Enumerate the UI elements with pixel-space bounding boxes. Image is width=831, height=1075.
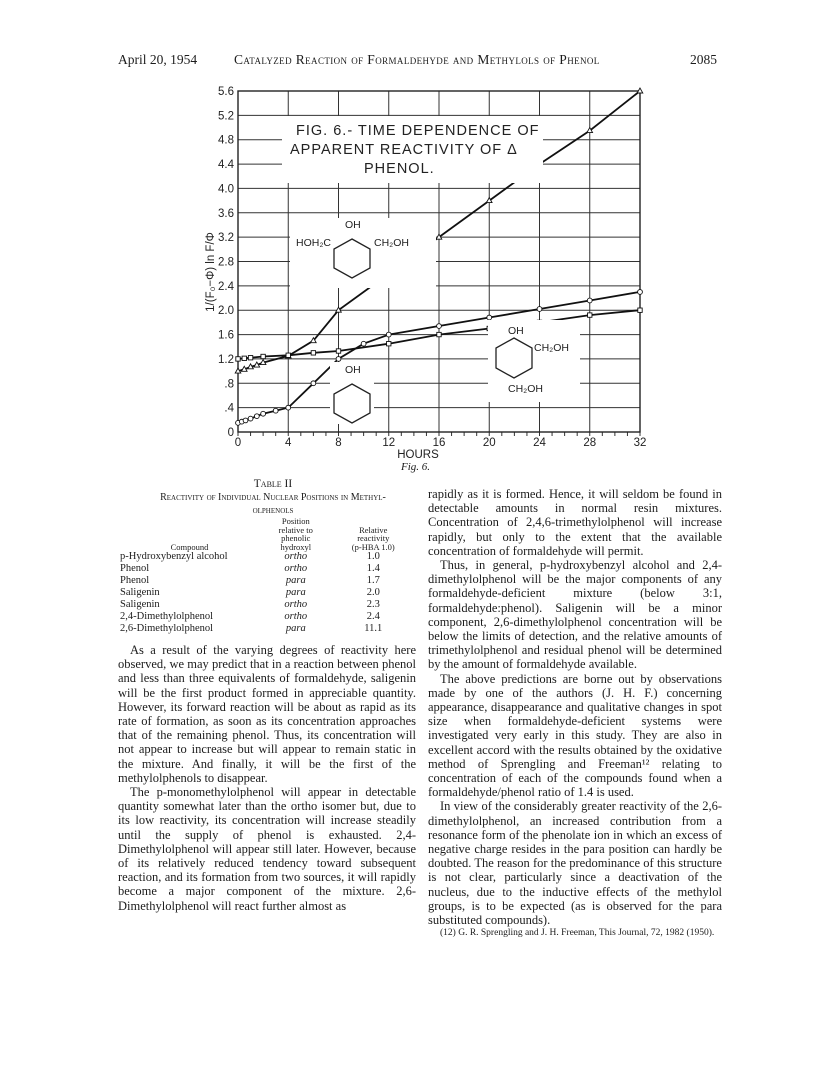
data-point-circle [336,357,341,362]
col-position-line-1: Position [281,516,310,526]
col-reactivity-line-2: reactivity [357,533,390,543]
data-point-circle [248,416,253,421]
figure-title-line-3: PHENOL. [364,161,435,177]
y-tick-label: 4.8 [218,134,234,147]
x-tick-label: 24 [533,437,546,449]
x-tick-label: 28 [583,437,597,449]
table-row [118,611,416,623]
y-tick-label: 3.2 [218,232,234,245]
y-axis-label-text: 1/(F₀−Φ) ln F/Φ [205,232,217,312]
data-point-circle [361,341,366,346]
data-point-square [311,351,315,355]
data-point-square [236,357,240,361]
x-tick-label: 4 [285,437,292,449]
x-tick-label: 16 [432,437,446,449]
table-subtitle-2: olphenols [252,505,294,516]
cell-position: ortho [284,611,308,622]
data-point-square [588,313,592,317]
y-tick-label: 4.4 [218,159,234,172]
y-tick-label: 2.0 [218,305,234,318]
structure-2-bottom-sub: CH₂OH [508,383,543,395]
table-row [118,587,416,599]
cell-reactivity: 1.4 [366,563,380,574]
y-tick-label: .4 [224,402,234,415]
cell-reactivity: 11.1 [364,623,383,634]
cell-compound: p-Hydroxybenzyl alcohol [120,551,228,562]
data-point-circle [386,332,391,337]
x-tick-label: 20 [482,437,496,449]
structure-3-oh: OH [345,364,361,376]
figure-6-chart [0,0,831,470]
x-tick-label: 12 [382,437,396,449]
cell-compound: 2,6-Dimethylolphenol [120,623,214,634]
cell-compound: Phenol [120,575,150,586]
right-paragraph-3: The above predictions are borne out by observations made by one of the authors (J. H. F.) concerning appearance, disappearance and qualitative changes in spot size when formaldehyde-deficient systems were investigated very early in this study. They are also in excellent accord with the results obtained by the oxidative method of Sprengling and Freeman¹² relating to concentration of each of the compounds found when a formaldehyde/phenol ratio of 1.4 is used. [428,671,722,800]
x-tick-label: 0 [234,437,242,449]
table-row [118,599,416,611]
col-position-line-4: hydroxyl [280,541,312,552]
cell-compound: 2,4-Dimethylolphenol [120,611,214,622]
data-point-circle [254,414,259,419]
page-number: 2085 [690,52,717,67]
table-row [118,575,416,587]
cell-position: para [285,587,306,598]
table-row [118,551,416,563]
cell-position: ortho [284,599,308,610]
running-header-title: Catalyzed Reaction of Formaldehyde and Methylols of Phenol [234,52,600,67]
y-tick-label: 1.2 [218,353,234,366]
cell-compound: Saligenin [120,599,160,610]
y-tick-label: 5.6 [218,86,234,98]
figure-title-line-2: APPARENT REACTIVITY OF Δ [290,142,518,158]
y-tick-label: 2.4 [218,280,234,293]
y-tick-label: 4.0 [218,183,234,196]
data-point-square [387,342,391,346]
cell-position: ortho [284,551,308,562]
data-point-circle [243,418,248,423]
y-tick-label: 1.6 [218,329,234,342]
data-point-square [242,356,246,360]
col-reactivity-line-1: Relative [359,524,388,535]
y-tick-label: .8 [224,378,234,391]
y-tick-label: 0 [227,427,234,439]
data-point-square [437,332,441,336]
structure-1-right-sub: CH₂OH [374,237,409,249]
col-reactivity [331,517,416,551]
col-position-line-3: phenolic [281,533,311,543]
cell-reactivity: 2.0 [366,587,380,598]
figure-title-line-1: FIG. 6.- TIME DEPENDENCE OF [296,123,540,139]
data-point-circle [537,307,542,312]
cell-position: ortho [284,563,308,574]
col-position-line-2: relative to [278,524,313,535]
right-paragraph-2: Thus, in general, p-hydroxybenzyl alcohol and 2,4-dimethylolphenol will be the major components of any formaldehyde-deficient mixture (below 3:1, formaldehyde:phenol). Saligenin will be a minor component, 2,6-dimethylolphenol concentration will be below the limits of detection, and the relative amounts of trimethylolphenol and residual phenol will be determined by the amount of formaldehyde available. [428,558,722,672]
data-point-circle [487,315,492,320]
data-point-square [336,349,340,353]
y-tick-label: 5.2 [218,110,234,123]
left-paragraph-2: The p-monomethylolphenol will appear in detectable quantity somewhat later than the ortho isomer but, due to its low reactivity, its concentration will increase steadily until the supply of phenol is exhausted. 2,4-Dimethylolphenol will appear still later. However, because of its relatively reduced tendency toward subsequent reaction, and its formation from two sources, it will rapidly become a major component of the mixture. 2,6-Dimethylolphenol will react further almost as [118,785,416,913]
figure-title-box [282,116,543,183]
data-point-circle [273,408,278,413]
data-point-circle [261,411,266,416]
cell-reactivity: 1.0 [366,551,380,562]
figure-caption: Fig. 6. [400,461,431,473]
left-column [118,478,416,913]
table-row [118,563,416,575]
table-subtitle: Reactivity of Individual Nuclear Positions in Methyl- [160,492,386,503]
data-point-circle [437,324,442,329]
structure-2-right-sub: CH₂OH [534,342,569,354]
table-row [118,623,416,635]
dimethylolphenol-structure [488,320,580,402]
trimethylolphenol-structure [290,218,436,288]
col-position [261,517,331,551]
structure-1-oh: OH [345,219,361,231]
cell-reactivity: 2.4 [366,611,380,622]
cell-position: para [285,575,306,586]
table-title: Table II [253,478,293,490]
col-reactivity-line-3: (p-HBA 1.0) [351,541,395,552]
structure-1-left-sub: HOH₂C [296,237,331,249]
right-column [428,487,722,939]
data-point-circle [638,290,643,295]
phenol-structure [330,362,374,424]
right-paragraph-4: In view of the considerably greater reactivity of the 2,6-dimethylolphenol, an increased contribution from a resonance form of the phenolate ion in which an excess of negative charge resides in the para position can hardly be doubted. The reason for the predominance of this structure is not clear, particularly since a deactivation of the nucleus, due to the inductive effects of the methylol groups, is to be expected (as is observed for the para substituted compounds). [428,799,722,928]
x-axis-label: HOURS [397,449,439,461]
reactivity-table [118,517,416,635]
x-tick-label: 8 [335,437,342,449]
cell-position: para [285,623,306,634]
data-point-square [248,356,252,360]
table-header-row [118,517,416,551]
x-tick-label: 32 [633,437,647,449]
structure-2-oh: OH [508,325,524,337]
data-point-circle [587,298,592,303]
right-paragraph-1: rapidly as it is formed. Hence, it will seldom be found in detectable amounts in normal resin mixtures. Concentration of 2,4,6-trimethylolphenol will increase rapidly, but only to the extent that the available concentration of formaldehyde will permit. [428,487,722,558]
data-point-square [638,308,642,312]
cell-reactivity: 2.3 [366,599,380,610]
y-axis-label [205,232,217,312]
left-paragraph-1: As a result of the varying degrees of reactivity here observed, we may predict that in a reaction between phenol and less than three equivalents of formaldehyde, saligenin will be the first product formed in appreciable quantity. However, its forward reaction will be about as rapid as its rate of formation, as soon as its concentration approaches that of the remaining phenol. Thus, its concentration will not appear to increase but will appear to remain static in the mixture. And finally, it will be the first of the methylolphenols to disappear. [118,643,416,785]
cell-compound: Phenol [120,563,150,574]
data-point-circle [311,381,316,386]
cell-reactivity: 1.7 [366,575,380,586]
col-compound: Compound [170,541,209,552]
footnote-12: (12) G. R. Sprengling and J. H. Freeman, This Journal, 72, 1982 (1950). [440,928,715,939]
cell-compound: Saligenin [120,587,160,598]
data-point-circle [286,405,291,410]
data-point-square [261,354,265,358]
y-tick-label: 3.6 [218,207,234,220]
running-header-date: April 20, 1954 [118,52,198,67]
data-point-square [286,353,290,357]
y-tick-label: 2.8 [218,256,234,269]
